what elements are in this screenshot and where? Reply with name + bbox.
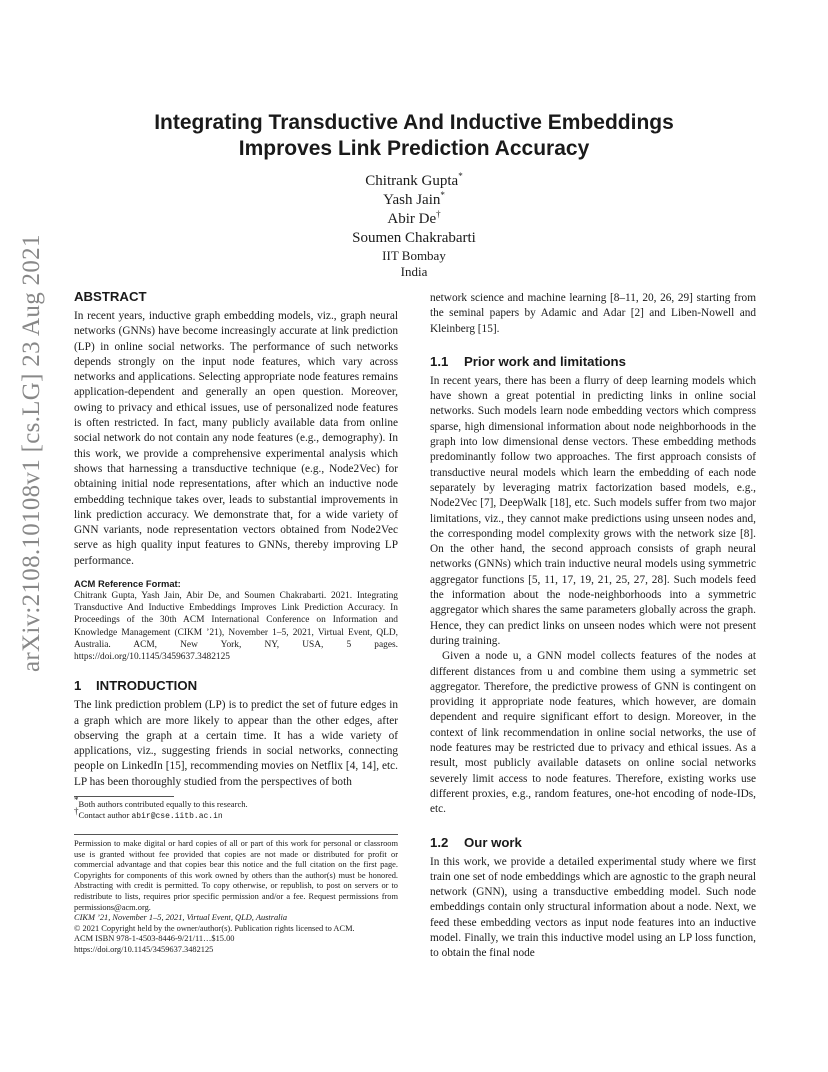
permission-block xyxy=(74,839,398,956)
author-2-mark: * xyxy=(440,190,445,200)
author-1: Chitrank Gupta* xyxy=(365,171,463,189)
author-3: Abir De† xyxy=(387,209,441,227)
section-1-1-title: Prior work and limitations xyxy=(464,353,626,369)
isbn-line: ACM ISBN 978-1-4503-8446-9/21/11…$15.00 xyxy=(74,934,235,944)
paper-title xyxy=(60,110,768,162)
permission-rule xyxy=(74,834,398,835)
abstract-heading: ABSTRACT xyxy=(74,289,147,304)
conference-line: CIKM ’21, November 1–5, 2021, Virtual Event, QLD, Australia xyxy=(74,913,288,923)
author-list xyxy=(60,172,768,280)
arxiv-stamp: arXiv:2108.10108v1 [cs.LG] 23 Aug 2021 xyxy=(18,234,45,672)
footnote-equal: *Both authors contributed equally to this research. xyxy=(74,795,248,810)
contact-email[interactable]: abir@cse.iitb.ac.in xyxy=(131,812,223,822)
left-column xyxy=(74,288,398,956)
country: India xyxy=(400,264,428,279)
intro-number: 1 xyxy=(74,678,82,694)
section-1-1-para-2: Given a node u, a GNN model collects features of the nodes at different distances from u and combine them using a symmetric set aggregator. Therefore, the predictive prowess of GNN is contingent on providing it appropriate node features, which however, are domain dependent and require significant effort to design. Moreover, in the context of link recommendation in online social networks, the use of node features may be restricted due to privacy and ethical issues. As a result, most publicly available datasets on online social networks severely limit access to node features. Therefore, existing works use different proxies, e.g., random features, one-hot encoding of node-IDs, etc. xyxy=(430,650,756,816)
copyright-line: © 2021 Copyright held by the owner/author(s). Publication rights licensed to ACM. xyxy=(74,923,355,933)
intro-heading xyxy=(74,677,398,694)
permission-text: Permission to make digital or hard copies of all or part of this work for personal or classroom use is granted without fee provided that copies are not made or distributed for profit or commercial advantage and that copies bear this notice and the full citation on the first page. Copyrights for components of this work owned by others than the author(s) must be honored. Abstracting with credit is permitted. To copy otherwise, or republish, to post on servers or to redistribute to lists, requires prior specific permission and/or a fee. Request permissions from permissions@acm.org. xyxy=(74,839,398,912)
paper-header xyxy=(60,110,768,280)
acm-ref-text: Chitrank Gupta, Yash Jain, Abir De, and Soumen Chakrabarti. 2021. Integrating Transductive And Inductive Embeddings Improves Link Prediction Accuracy. In Proceedings of the 30th ACM International Conference on Information and Knowledge Management (CIKM ’21), November 1–5, 2021, Virtual Event, QLD, Australia. ACM, New York, NY, USA, 5 pages. https://doi.org/10.1145/3459637.3482125 xyxy=(74,591,398,663)
author-3-mark: † xyxy=(436,209,441,219)
intro-continued-text: network science and machine learning [8–11, 20, 26, 29] starting from the seminal papers by Adamic and Adar [2] and Liben-Nowell and Kleinberg [15]. xyxy=(430,292,756,335)
footnote-contact: †Contact author abir@cse.iitb.ac.in xyxy=(74,806,223,822)
affiliation: IIT Bombay xyxy=(382,248,446,263)
intro-title: INTRODUCTION xyxy=(96,678,198,694)
author-1-mark: * xyxy=(458,171,463,181)
section-1-2-para-1: In this work, we provide a detailed experimental study where we first train one set of node embeddings which are agnostic to the graph neural network (GNN), using a transductive embedding model. Such node embeddings contain only structural information about a node. Next, we feed these embedding vectors as input node features into an inductive model. Finally, we train this inductive model using an LP loss function, to obtain the final node xyxy=(430,855,756,960)
title-line-1: Integrating Transductive And Inductive Embeddings xyxy=(154,111,674,134)
section-1-1-para-1: In recent years, there has been a flurry of deep learning models which have shown a great potential in predicting links in online social networks. Such models learn node embedding vectors which compress sparse, high dimensional information about node neighborhoods in the graph into low dimensional dense vectors. These embedding methods predominantly follow two approaches. The first approach consists of transductive neural models which learn the embedding of each node separately by leveraging matrix factorization based models, e.g., Node2Vec [7], DeepWalk [18], etc. Such models suffer from two major limitations, viz., they cannot make predictions using unseen nodes and, the corresponding model complexity grows with the network size [8]. On the other hand, the second approach consists of graph neural networks (GNNs) which train inductive neural models using symmetric aggregator functions [5, 11, 17, 19, 21, 25, 27, 28]. Such models feed the information about the node-neighborhoods into a symmetric aggregator which shares the same parameters globally across the graph. Hence, they can predict links on unseen nodes which were not present during training. xyxy=(430,374,756,647)
footnote-rule xyxy=(74,796,174,797)
doi-line[interactable]: https://doi.org/10.1145/3459637.3482125 xyxy=(74,944,214,954)
title-line-2: Improves Link Prediction Accuracy xyxy=(238,137,590,160)
section-1-2-number: 1.2 xyxy=(430,834,449,850)
author-4: Soumen Chakrabarti xyxy=(352,230,476,246)
intro-text: The link prediction problem (LP) is to predict the set of future edges in a graph which are more likely to appear than the other edges, after observing the graph at a certain time. It has a wide variety of applications, viz., suggesting friends in social networks, connecting people on LinkedIn [15], recommending movies on Netflix [4, 14], etc. LP has been thoroughly studied from the perspectives of both xyxy=(74,699,398,788)
acm-ref-heading: ACM Reference Format: xyxy=(74,578,181,590)
section-1-1-heading xyxy=(430,353,756,370)
author-2: Yash Jain* xyxy=(383,190,445,208)
section-1-2-heading xyxy=(430,834,756,851)
abstract-text: In recent years, inductive graph embedding models, viz., graph neural networks (GNNs) have become increasingly accurate at link prediction (LP) in online social networks. The performance of such networks depends strongly on the input node features, which vary across networks and applications. Selecting appropriate node features remains application-dependent and generally an open question. Moreover, owing to privacy and ethical issues, use of personalized node features is often restricted. In fact, many publicly available data from online social network do not contain any node features (e.g., demography). In this work, we provide a comprehensive experimental analysis which shows that harnessing a transductive technique (e.g., Node2Vec) for obtaining initial node representations, after which an inductive node embedding technique takes over, leads to substantial improvements in link prediction accuracy. We demonstrate that, for a wide variety of GNN variants, node representation vectors obtained from Node2Vec serve as high quality input features to GNNs, thereby improving LP performance. xyxy=(74,310,398,567)
right-column xyxy=(430,291,756,962)
section-1-1-number: 1.1 xyxy=(430,353,449,369)
section-1-2-title: Our work xyxy=(464,834,522,850)
